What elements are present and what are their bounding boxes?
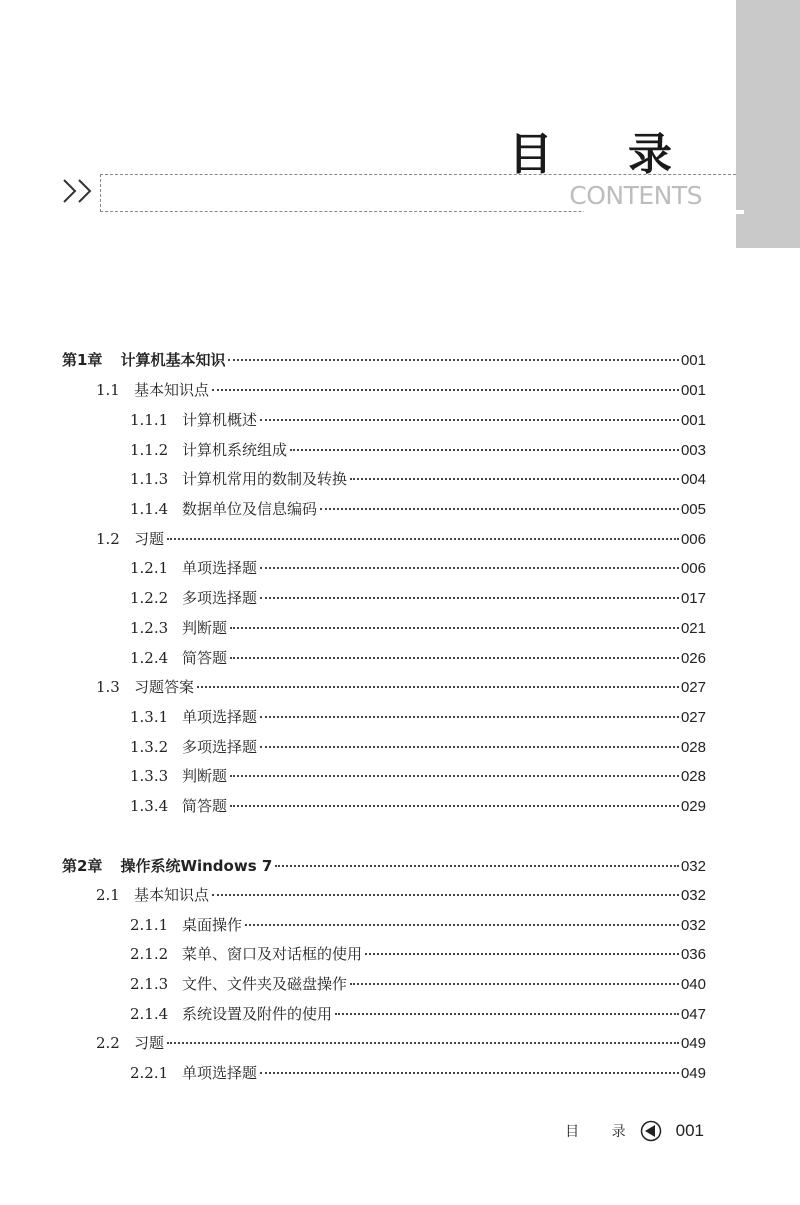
toc-entry-number: 2.2 [96,1034,120,1052]
toc-entry-subsection[interactable] [130,498,706,520]
toc-entry-title: 判断题 [182,619,228,637]
toc-entry-page: 026 [680,650,706,667]
dot-leader [260,1072,679,1074]
toc-entry-section[interactable] [96,676,706,698]
toc-entry-page: 032 [680,917,706,934]
toc-entry-title: 计算机常用的数制及转换 [182,470,348,488]
toc-entry-section[interactable] [96,379,706,401]
toc-entry-number: 2.2.1 [130,1064,169,1082]
dot-leader [350,478,679,480]
toc-entry-page: 005 [680,501,706,518]
toc-entry-number: 1.1.4 [130,500,169,518]
dot-leader [212,894,679,896]
dot-leader [230,627,679,629]
toc-entry-title: 单项选择题 [182,1064,258,1082]
toc-entry-title: 计算机概述 [182,411,258,429]
toc-entry-title: 简答题 [182,797,228,815]
dot-leader [197,686,679,688]
dot-leader [260,716,679,718]
footer-label: 目 录 [565,1124,640,1140]
toc-entry-page: 047 [680,1006,706,1023]
toc-entry-subsection[interactable] [130,617,706,639]
toc-entry-title: 习题 [134,530,165,548]
dot-leader [260,746,679,748]
toc-entry-chapter[interactable] [62,349,706,371]
toc-entry-subsection[interactable] [130,795,706,817]
toc-entry-title: 单项选择题 [182,559,258,577]
dot-leader [260,419,679,421]
toc-entry-page: 027 [680,679,706,696]
toc-entry-subsection[interactable] [130,409,706,431]
toc-entry-page: 003 [680,442,706,459]
toc-entry-section[interactable] [96,528,706,550]
toc-entry-page: 006 [680,531,706,548]
toc-entry-page: 032 [680,858,706,875]
toc-entry-number: 1.1.1 [130,411,169,429]
toc-entry-title: 文件、文件夹及磁盘操作 [182,975,348,993]
footer-page-number: 001 [675,1121,704,1140]
toc-entry-subsection[interactable] [130,468,706,490]
toc-entry-number: 1.1 [96,381,120,399]
toc-entry-title: 基本知识点 [134,381,210,399]
double-chevron-icon [62,176,96,206]
toc-entry-title: 菜单、窗口及对话框的使用 [182,945,363,963]
page-subtitle: CONTENTS [569,181,702,210]
toc-entry-title: 多项选择题 [182,738,258,756]
toc-entry-subsection[interactable] [130,1003,706,1025]
toc-entry-number: 1.3.3 [130,767,169,785]
toc-entry-number: 第2章 [62,857,103,875]
toc-entry-page: 001 [680,382,706,399]
toc-entry-subsection[interactable] [130,943,706,965]
toc-entry-number: 1.3.4 [130,797,169,815]
dot-leader [275,865,679,867]
toc-entry-number: 1.2 [96,530,120,548]
page-edge-tab [736,0,800,248]
toc-entry-subsection[interactable] [130,439,706,461]
toc-entry-section[interactable] [96,884,706,906]
toc-entry-subsection[interactable] [130,914,706,936]
toc-entry-title: 习题答案 [134,678,195,696]
dot-leader [260,597,679,599]
dot-leader [228,359,679,361]
toc-entry-number: 2.1.1 [130,916,169,934]
toc-entry-subsection[interactable] [130,587,706,609]
toc-entry-title: 简答题 [182,649,228,667]
toc-entry-number: 1.1.3 [130,470,169,488]
toc-entry-section[interactable] [96,1032,706,1054]
toc-entry-title: 数据单位及信息编码 [182,500,318,518]
toc-entry-title: 习题 [134,1034,165,1052]
toc-entry-page: 040 [680,976,706,993]
toc-entry-subsection[interactable] [130,647,706,669]
dot-leader [230,805,679,807]
toc-entry-subsection[interactable] [130,1062,706,1084]
toc-entry-chapter[interactable] [62,855,706,877]
toc-entry-page: 049 [680,1035,706,1052]
dot-leader [212,389,679,391]
toc-entry-page: 001 [680,352,706,369]
toc-entry-page: 049 [680,1065,706,1082]
dot-leader [320,508,679,510]
toc-entry-page: 017 [680,590,706,607]
toc-entry-title: 操作系统Windows 7 [120,857,273,875]
toc-entry-number: 1.2.4 [130,649,169,667]
toc-entry-number: 1.3.1 [130,708,169,726]
toc-entry-title: 多项选择题 [182,589,258,607]
toc-entry-number: 1.3 [96,678,120,696]
toc-entry-page: 036 [680,946,706,963]
toc-entry-number: 1.2.2 [130,589,169,607]
toc-entry-number: 1.1.2 [130,441,169,459]
dot-leader [290,449,679,451]
toc-entry-title: 桌面操作 [182,916,243,934]
toc-entry-number: 1.2.3 [130,619,169,637]
toc-entry-title: 系统设置及附件的使用 [182,1005,333,1023]
page-title: 目 录 [508,129,702,180]
toc-entry-page: 028 [680,768,706,785]
toc-entry-number: 2.1.4 [130,1005,169,1023]
toc-entry-page: 027 [680,709,706,726]
toc-entry-title: 基本知识点 [134,886,210,904]
toc-entry-title: 单项选择题 [182,708,258,726]
toc-entry-subsection[interactable] [130,973,706,995]
toc-entry-number: 2.1 [96,886,120,904]
toc-entry-subsection[interactable] [130,706,706,728]
toc-entry-number: 2.1.2 [130,945,169,963]
toc-entry-page: 021 [680,620,706,637]
toc-entry-page: 029 [680,798,706,815]
toc-entry-number: 1.2.1 [130,559,169,577]
toc-entry-title: 计算机系统组成 [182,441,288,459]
toc-entry-number: 1.3.2 [130,738,169,756]
toc-entry-number: 2.1.3 [130,975,169,993]
toc-entry-page: 006 [680,560,706,577]
dot-leader [245,924,679,926]
dot-leader [365,953,679,955]
toc-entry-page: 032 [680,887,706,904]
toc-entry-title: 计算机基本知识 [120,351,226,369]
dot-leader [230,775,679,777]
dot-leader [167,538,679,540]
toc-entry-title: 判断题 [182,767,228,785]
dot-leader [167,1042,679,1044]
dot-leader [230,657,679,659]
dot-leader [260,567,679,569]
page-footer [565,1120,704,1142]
dot-leader [350,983,679,985]
toc-entry-number: 第1章 [62,351,103,369]
toc-entry-page: 028 [680,739,706,756]
toc-entry-page: 004 [680,471,706,488]
triangle-left-icon [640,1120,662,1142]
toc-entry-subsection[interactable] [130,736,706,758]
toc-entry-subsection[interactable] [130,765,706,787]
toc-entry-subsection[interactable] [130,557,706,579]
dot-leader [335,1013,679,1015]
toc-entry-page: 001 [680,412,706,429]
